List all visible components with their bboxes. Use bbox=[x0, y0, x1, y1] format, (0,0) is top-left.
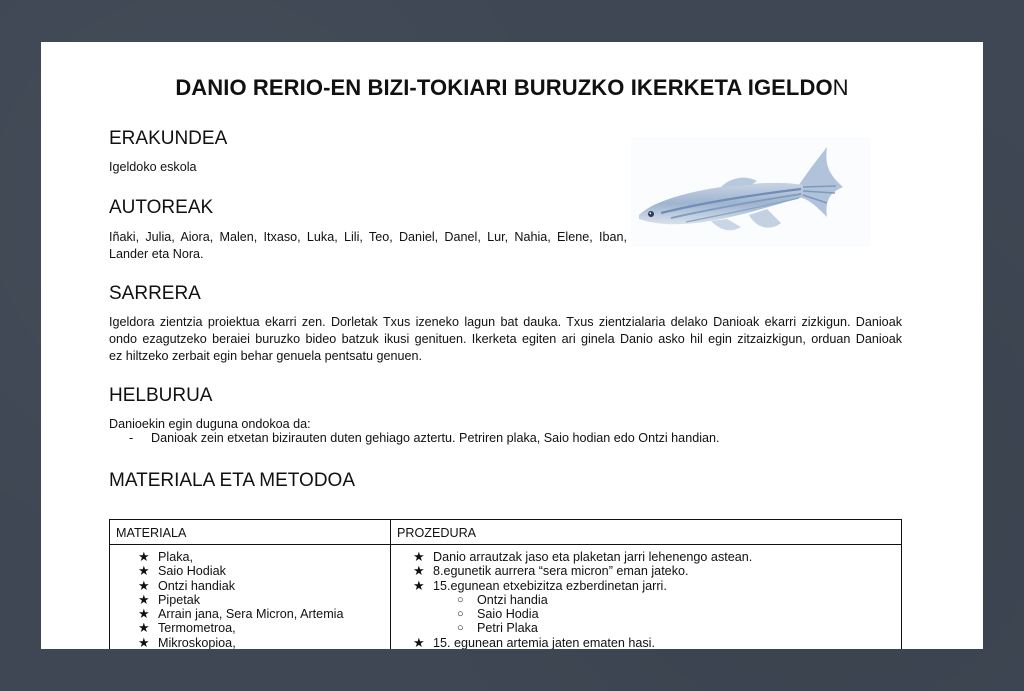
sub-list-item: ○ Saio Hodia bbox=[457, 607, 539, 622]
materials-table bbox=[109, 519, 902, 649]
dash-marker: - bbox=[129, 431, 134, 445]
document-page bbox=[41, 42, 983, 649]
erakundea-text: Igeldoko eskola bbox=[109, 160, 197, 174]
housing-sublist bbox=[457, 593, 901, 636]
star-icon: ★ bbox=[138, 577, 150, 593]
title-main: DANIO RERIO-EN BIZI-TOKIARI BURUZKO IKERKETA IGELDO bbox=[175, 75, 833, 100]
circle-bullet-icon: ○ bbox=[457, 593, 464, 606]
circle-bullet-icon: ○ bbox=[457, 608, 464, 621]
star-icon: ★ bbox=[413, 563, 425, 579]
sub-list-item: ○ Petri Plaka bbox=[457, 621, 538, 636]
table-row bbox=[110, 545, 902, 650]
star-icon: ★ bbox=[138, 591, 150, 607]
autoreak-line-1: Iñaki, Julia, Aiora, Malen, Itxaso, Luka, Lili, Teo, Daniel, Danel, Lur, Nahia, Elene, Iban, bbox=[109, 230, 627, 244]
list-item: ★ Ontzi handiak bbox=[138, 577, 236, 593]
star-icon: ★ bbox=[413, 577, 425, 593]
list-item: ★ 15. egunean artemia jaten ematen hasi. bbox=[413, 634, 655, 649]
sarrera-line-1: Igeldora zientzia proiektua ekarri zen. Dorletak Txus izeneko lagun bat dauka. Txus zientzialaria delako Danioak ekarri zizkigun. Danioak bbox=[109, 315, 902, 329]
procedure-list bbox=[413, 550, 901, 649]
materials-list bbox=[138, 550, 390, 649]
list-item: ★ Arrain jana, Sera Micron, Artemia bbox=[138, 606, 344, 622]
list-item: ★ Danio arrautzak jaso eta plaketan jarri lehenengo astean. bbox=[413, 549, 753, 564]
star-icon: ★ bbox=[138, 549, 150, 564]
document-title bbox=[41, 75, 983, 101]
helburua-bullet-text: Danioak zein etxetan bizirauten duten gehiago aztertu. Petriren plaka, Saio hodian edo Ontzi handian. bbox=[151, 431, 720, 445]
list-item: ★ Plaka, bbox=[138, 549, 194, 564]
star-icon: ★ bbox=[413, 634, 425, 649]
list-item: ★ Mikroskopioa, bbox=[138, 634, 236, 649]
list-item: ★ Termometroa, bbox=[138, 620, 236, 636]
helburua-intro: Danioekin egin duguna ondokoa da: bbox=[109, 417, 311, 431]
zebrafish-illustration bbox=[631, 137, 871, 247]
procedure-cell bbox=[391, 545, 902, 650]
section-heading-autoreak: AUTOREAK bbox=[109, 197, 214, 218]
section-heading-helburua: HELBURUA bbox=[109, 385, 213, 406]
sarrera-line-3: ez hiltzeko zerbait egin behar genuela pentsatu genuen. bbox=[109, 349, 422, 363]
star-icon: ★ bbox=[138, 620, 150, 636]
title-tail: N bbox=[832, 75, 849, 100]
list-item: ★ Saio Hodiak bbox=[138, 563, 226, 579]
section-heading-sarrera: SARRERA bbox=[109, 283, 201, 304]
sarrera-line-2: ondo ezagutzeko beraiei buruzko bideo batzuk ikusi genituen. Ikerketa egiten ari ginela Danio asko hil egin zitzaizkigun, orduan Danioak bbox=[109, 332, 902, 346]
header-materiala: MATERIALA bbox=[110, 520, 391, 545]
section-heading-materiala: MATERIALA ETA METODOA bbox=[109, 470, 355, 491]
autoreak-line-2: Lander eta Nora. bbox=[109, 247, 204, 261]
star-icon: ★ bbox=[138, 606, 150, 622]
header-prozedura: PROZEDURA bbox=[391, 520, 902, 545]
list-item: ★ 8.egunetik aurrera “sera micron” eman jateko. bbox=[413, 563, 689, 579]
materials-cell bbox=[110, 545, 391, 650]
helburua-bullet bbox=[129, 431, 720, 445]
table-header-row bbox=[110, 520, 902, 545]
list-item: ★ 15.egunean etxebizitza ezberdinetan jarri. ○ Ontzi handia ○ Saio Hodia ○ Petri Plaka bbox=[413, 579, 901, 636]
star-icon: ★ bbox=[138, 563, 150, 579]
star-icon: ★ bbox=[138, 634, 150, 649]
star-icon: ★ bbox=[413, 549, 425, 564]
sub-list-item: ○ Ontzi handia bbox=[457, 592, 548, 607]
section-heading-erakundea: ERAKUNDEA bbox=[109, 128, 228, 149]
circle-bullet-icon: ○ bbox=[457, 622, 464, 635]
list-item: ★ Pipetak bbox=[138, 591, 201, 607]
